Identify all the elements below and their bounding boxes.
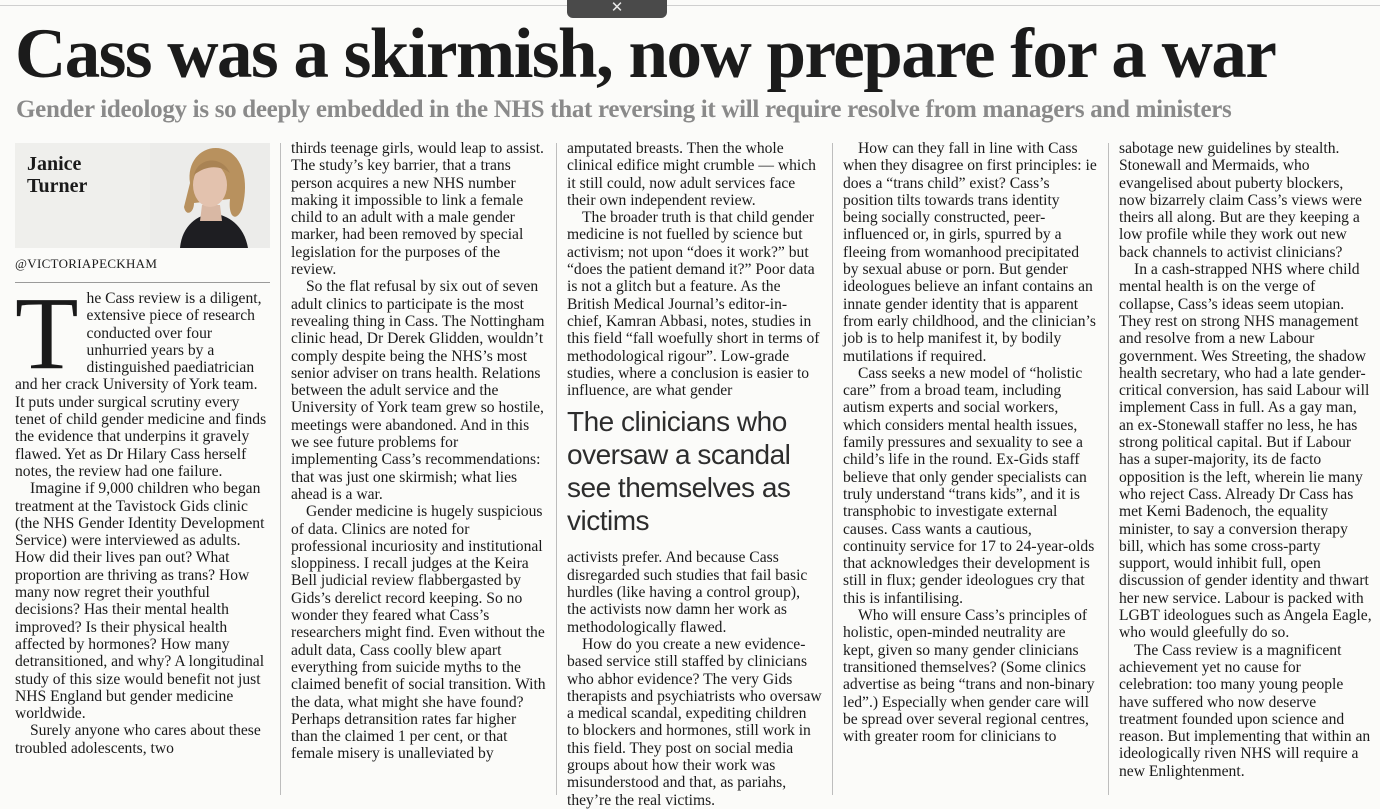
close-icon[interactable]: ✕ — [567, 0, 667, 18]
column-rule — [280, 143, 281, 795]
article-paragraph: In a cash-strapped NHS where child mental health is on the verge of collapse, Cass’s ideas seem utopian. They rest on strong NHS management and resolve from a new Labour government. Wes Streeting, the shadow health secretary, who had a late gender-critical conversion, has said Labour will implement Cass in full. As a gay man, an ex-Stonewall staffer no less, he has strong political capital. But if Labour has a super-majority, its de facto opposition is the left, wherein lie many who reject Cass. Already Dr Cass has met Kemi Badenoch, the equality minister, to say a conversion therapy bill, which has some cross-party support, would inhibit full, open discussion of gender identity and thwart her new service. Labour is packed with LGBT ideologues such as Angela Eagle, who would gleefully do so. — [1119, 261, 1372, 642]
author-last-name: Turner — [27, 175, 88, 197]
article-column-2 — [291, 140, 546, 800]
article-column-5 — [1119, 140, 1374, 800]
article-paragraph: Imagine if 9,000 children who began treatment at the Tavistock Gids clinic (the NHS Gender Identity Development Service) were interviewed as adults. How did their lives pan out? What proportion are thriving as trans? How many now regret their youthful decisions? Has their mental health improved? Is their physical health affected by hormones? How many detransitioned, and why? A longitudinal study of this size would benefit not just NHS England but gender medicine worldwide. — [15, 480, 265, 723]
article-paragraph: amputated breasts. Then the whole clinical edifice might crumble — which it still could, now adult services face their own independent review. — [567, 140, 816, 209]
page-top-rule — [0, 0, 1380, 6]
article-paragraph: sabotage new guidelines by stealth. Stonewall and Mermaids, who evangelised about puberty blockers, now bizarrely claim Cass’s views were theirs all along. But are they keeping a low profile while they work out new back channels to activist clinicians? — [1119, 140, 1362, 261]
article-paragraph: activists prefer. And because Cass disregarded such studies that fail basic hurdles (like having a control group), the activists now damn her work as methodologically flawed. — [567, 549, 808, 636]
column-rule — [1108, 143, 1109, 795]
column-rule — [556, 143, 557, 795]
headline: Cass was a skirmish, now prepare for a war — [15, 15, 1276, 93]
pull-quote: The clinicians who oversaw a scandal see themselves as victims — [567, 406, 791, 537]
article-paragraph: How can they fall in line with Cass when they disagree on first principles: ie does a “trans child” exist? Cass’s position tilts towards trans identity being socially constructed, peer-influenced or, in girls, spurred by a fleeing from womanhood precipitated by sexual abuse or porn. But gender ideologues believe an infant contains an innate gender identity that is apparent from early childhood, and the clinician’s job is to help manifest it, by bodily mutilations if required. — [843, 140, 1097, 365]
article-paragraph: So the flat refusal by six out of seven adult clinics to participate is the most revealing thing in Cass. The Nottingham clinic head, Dr Derek Glidden, wouldn’t comply despite being the NHS’s most senior adviser on trans health. Relations between the adult service and the University of York team grew so hostile, meetings were abandoned. And in this we see future problems for implementing Cass’s recommendations: that was just one skirmish; what lies ahead is a war. — [291, 278, 545, 503]
article-paragraph: How do you create a new evidence-based service still staffed by clinicians who abhor evidence? The very Gids therapists and psychiatrists who oversaw a medical scandal, expediting children to blockers and hormones, still work in this field. They post on social media groups about how their work was misunderstood and that, as pariahs, they’re the real victims. — [567, 635, 822, 809]
article-paragraph: Surely anyone who cares about these troubled adolescents, two — [15, 722, 261, 757]
author-name — [27, 153, 87, 197]
standfirst: Gender ideology is so deeply embedded in the NHS that reversing it will require resolve from managers and ministers — [16, 96, 1232, 123]
article-column-1 — [15, 276, 270, 800]
article-paragraph: Gender medicine is hugely suspicious of data. Clinics are noted for professional incuriosity and institutional sloppiness. I recall judges at the Keira Bell judicial review flabbergasted by Gids’s derelict record keeping. So no wonder they feared what Cass’s researchers might find. Even without the adult data, Cass coolly blew apart everything from suicide myths to the claimed benefit of social transition. With the data, what might she have found? Perhaps detransition rates far higher than the claimed 1 per cent, or that female misery is unalleviated by — [291, 503, 546, 763]
article-paragraph: The broader truth is that child gender medicine is not fuelled by science but activism; not upon “does it work?” but “does the patient demand it?” Poor data is not a glitch but a feature. As the British Medical Journal’s editor-in-chief, Kamran Abbasi, notes, studies in this field “fall woefully short in terms of methodological rigour”. Low-grade studies, where a conclusion is easier to influence, are what gender — [567, 209, 820, 400]
article-paragraph: thirds teenage girls, would leap to assist. The study’s key barrier, that a trans person acquires a new NHS number making it impossible to link a female child to an adult with a male gender marker, had been removed by special legislation for the purposes of the review. — [291, 140, 544, 279]
author-handle[interactable]: @VICTORIAPECKHAM — [15, 256, 270, 283]
article-column-4 — [843, 140, 1098, 800]
author-portrait — [150, 143, 270, 248]
article-paragraph: Who will ensure Cass’s principles of holistic, open-minded neutrality are kept, given so many gender clinicians transitioned themselves? (Some clinics advertise as being “trans and non-binary led”.) Especially when gender care will be spread over several regional centres, with greater room for clinicians to — [843, 607, 1095, 746]
article-paragraph: Cass seeks a new model of “holistic care” from a broad team, including autism experts and social workers, which considers mental health issues, family pressures and sexuality to see a child’s life in the round. Ex-Gids staff believe that only gender specialists can truly understand “trans kids”, and it is transphobic to investigate external causes. Cass wants a cautious, continuity service for 17 to 24-year-olds that acknowledges their development is still in flux; gender ideologues cry that this is infantilising. — [843, 364, 1095, 607]
author-first-name: Janice — [27, 153, 82, 175]
drop-cap: T — [15, 276, 79, 391]
byline-box — [15, 143, 270, 248]
article-paragraph: The Cass review is a magnificent achievement yet no cause for celebration: too many young people have suffered who now deserve treatment founded upon science and reason. But implementing that within an ideologically riven NHS will require a new Enlightenment. — [1119, 641, 1371, 780]
article-column-3 — [567, 140, 822, 809]
column-rule — [832, 143, 833, 795]
article-paragraph: The Cass review is a diligent, extensive piece of research conducted over four unhurried years by a distinguished paediatrician and her crack University of York team. It puts under surgical scrutiny every tenet of child gender medicine and finds the evidence that underpins it gravely flawed. Yet as Dr Hilary Cass herself notes, the review had one failure. — [15, 276, 267, 480]
